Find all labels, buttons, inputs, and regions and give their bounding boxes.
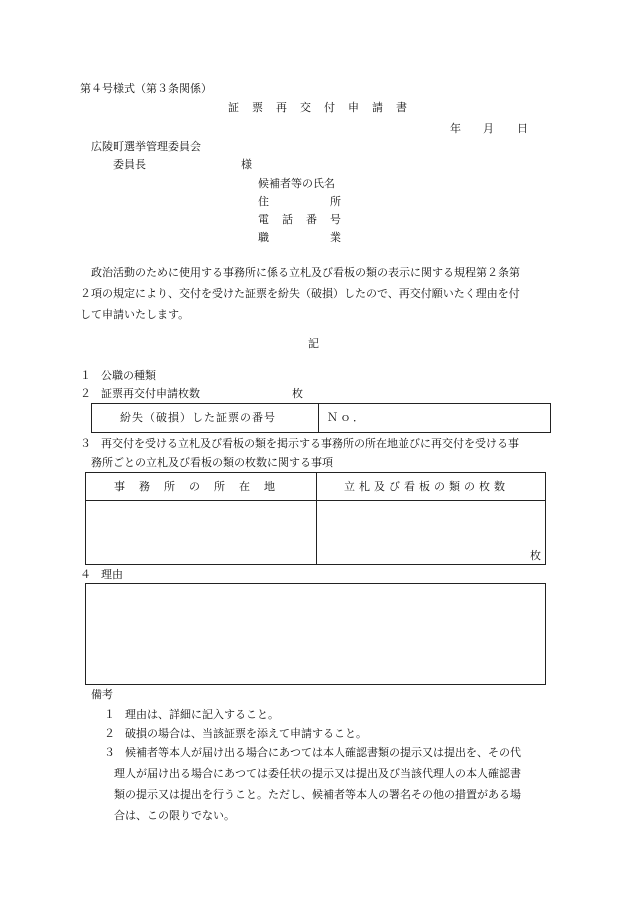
note-text-line: 候補者等本人が届け出る場合にあつては本人確認書類の提示又は提出を、その代 [125,746,521,759]
reason-box[interactable] [85,583,546,685]
item4-number: ４ [80,568,91,581]
date-month-label: 月 [483,122,494,135]
item2-label: 証票再交付申請枚数 [101,387,200,400]
form-number: 第４号様式（第３条関係） [80,82,212,95]
body-text-line: 政治活動のために使用する事務所に係る立札及び看板の類の表示に関する規程第２条第 [80,266,520,279]
item3-number: ３ [80,437,91,450]
addressee-honorific: 様 [241,158,252,171]
addressee-person: 委員長 [113,158,146,171]
applicant-address-label-1: 住 [258,195,269,208]
item2-unit: 枚 [292,387,303,400]
office-count-cell[interactable] [325,508,525,542]
item3-line: 再交付を受ける立札及び看板の類を掲示する事務所の所在地並びに再交付を受ける事 [101,437,519,450]
addressee-organization: 広陵町選挙管理委員会 [91,140,201,153]
note-text-line: 合は、この限りでない。 [114,809,235,822]
date-year-label: 年 [450,122,461,135]
notes-heading: 備考 [91,688,113,701]
office-location-cell[interactable] [100,508,305,558]
item1-label: 公職の種類 [101,369,156,382]
applicant-phone-label: 電話番号 [258,213,354,226]
office-table-header-count: 立札及び看板の類の枚数 [344,480,509,493]
office-table-divider [316,472,317,565]
applicant-occupation-label-1: 職 [258,231,269,244]
note-number: ３ [104,746,115,759]
office-count-unit: 枚 [530,549,541,562]
applicant-occupation-label-2: 業 [330,231,341,244]
item4-label: 理由 [101,568,123,581]
applicant-address-label-2: 所 [330,195,341,208]
item2-number: ２ [80,387,91,400]
item3-line: 務所ごとの立札及び看板の類の枚数に関する事項 [91,456,333,469]
note-text-line: 理由は、詳細に記入すること。 [125,708,279,721]
note-text-line: 破損の場合は、当該証票を添えて申請すること。 [125,727,367,740]
item1-number: １ [80,369,91,382]
note-number: ２ [104,727,115,740]
lost-certificate-divider [318,403,319,433]
note-number: １ [104,708,115,721]
office-table-header-location: 事務所の所在地 [114,480,289,493]
note-text-line: 理人が届け出る場合にあつては委任状の提示又は提出及び当該代理人の本人確認書 [114,767,521,780]
form-title: 証票再交付申請書 [228,101,420,114]
ki-heading: 記 [308,337,319,350]
lost-certificate-number[interactable]: Ｎｏ． [327,411,366,424]
applicant-name-label: 候補者等の氏名 [258,177,335,190]
body-text-line: して申請いたします。 [80,308,190,321]
note-text-line: 類の提示又は提出を行うこと。ただし、候補者等本人の署名その他の措置がある場 [114,788,521,801]
lost-certificate-label: 紛失（破損）した証票の番号 [120,411,276,424]
body-text-line: ２項の規定により、交付を受けた証票を紛失（破損）したので、再交付願いたく理由を付 [80,287,520,300]
date-day-label: 日 [517,122,528,135]
